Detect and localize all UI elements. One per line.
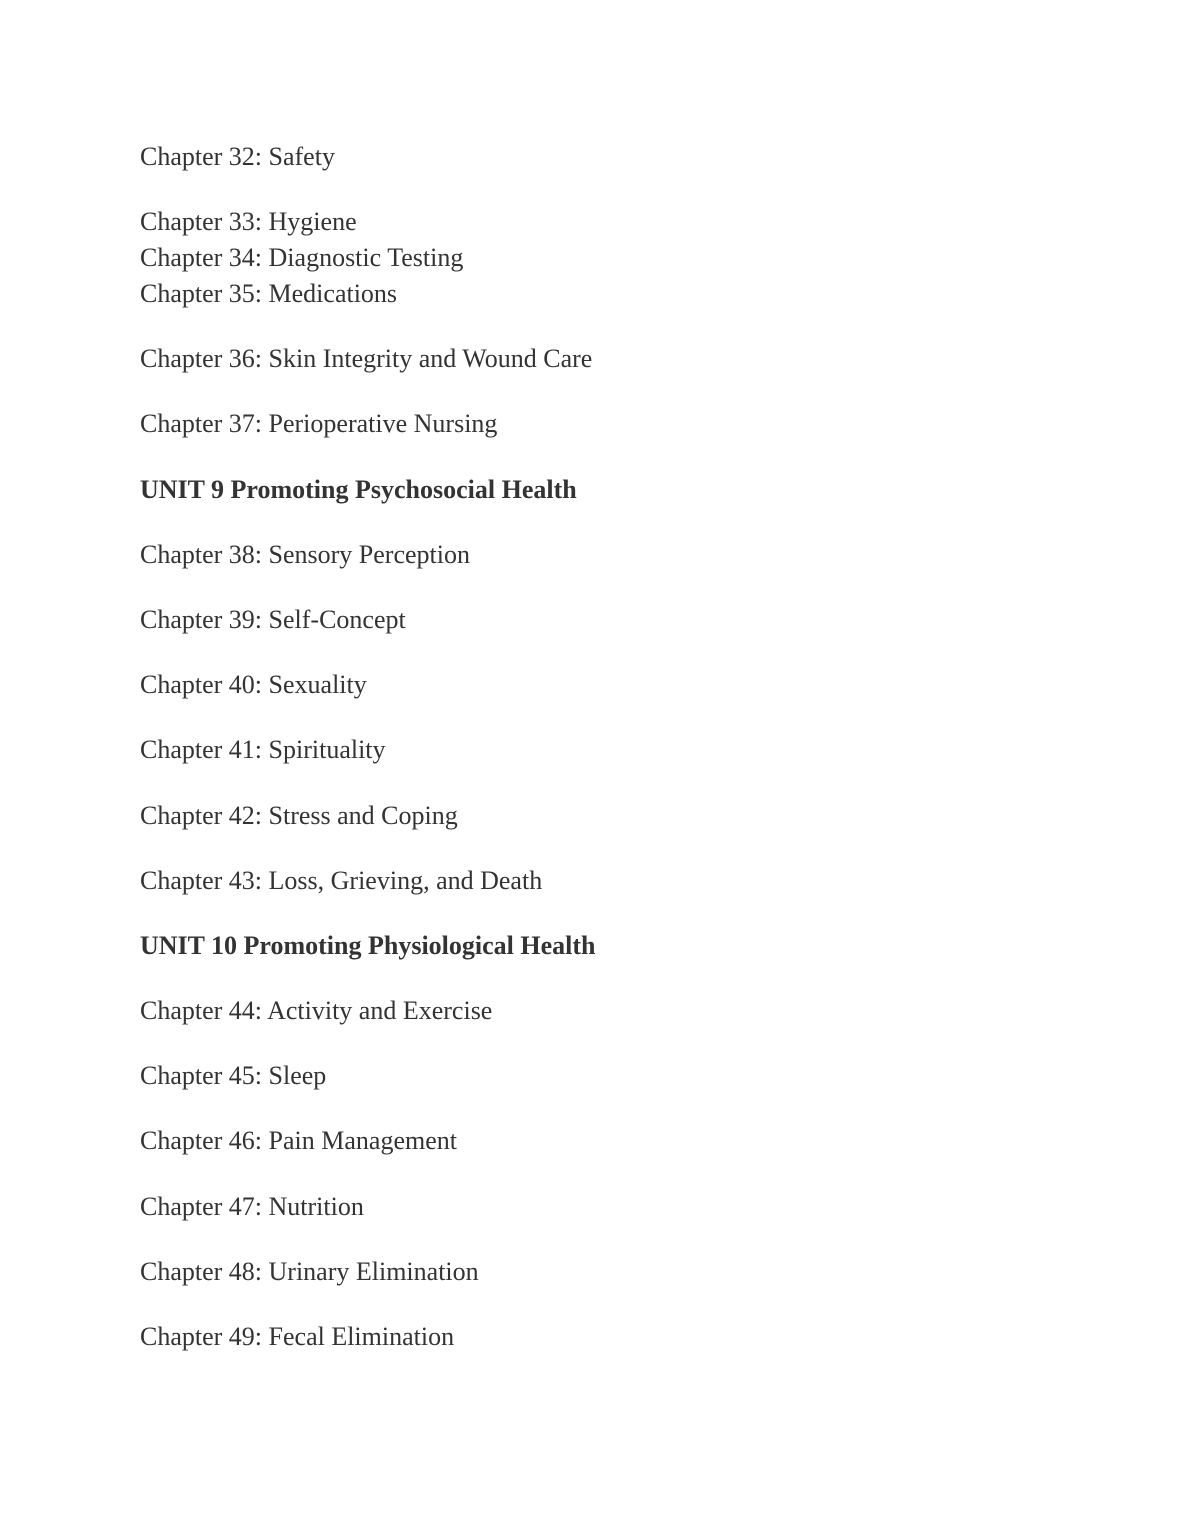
chapter-45-line: Chapter 45: Sleep — [140, 1061, 327, 1090]
chapter-46-line: Chapter 46: Pain Management — [140, 1126, 457, 1155]
chapter-37-line: Chapter 37: Perioperative Nursing — [140, 409, 498, 438]
chapter-49-line: Chapter 49: Fecal Elimination — [140, 1322, 455, 1351]
chapter-42-line: Chapter 42: Stress and Coping — [140, 801, 458, 830]
chapter-33-line: Chapter 33: Hygiene — [140, 207, 357, 236]
chapter-35-line: Chapter 35: Medications — [140, 279, 398, 308]
chapter-48-line: Chapter 48: Urinary Elimination — [140, 1257, 479, 1286]
unit-10-heading: UNIT 10 Promoting Physiological Health — [140, 931, 596, 960]
chapter-41-line: Chapter 41: Spirituality — [140, 735, 386, 764]
chapter-40-line: Chapter 40: Sexuality — [140, 670, 367, 699]
chapter-38-line: Chapter 38: Sensory Perception — [140, 540, 470, 569]
unit-9-heading: UNIT 9 Promoting Psychosocial Health — [140, 475, 577, 504]
chapter-34-line: Chapter 34: Diagnostic Testing — [140, 243, 464, 272]
chapter-39-line: Chapter 39: Self-Concept — [140, 605, 406, 634]
chapter-36-line: Chapter 36: Skin Integrity and Wound Care — [140, 344, 593, 373]
chapter-32-line: Chapter 32: Safety — [140, 142, 335, 171]
chapter-44-line: Chapter 44: Activity and Exercise — [140, 996, 493, 1025]
chapter-43-line: Chapter 43: Loss, Grieving, and Death — [140, 866, 543, 895]
chapter-47-line: Chapter 47: Nutrition — [140, 1192, 364, 1221]
